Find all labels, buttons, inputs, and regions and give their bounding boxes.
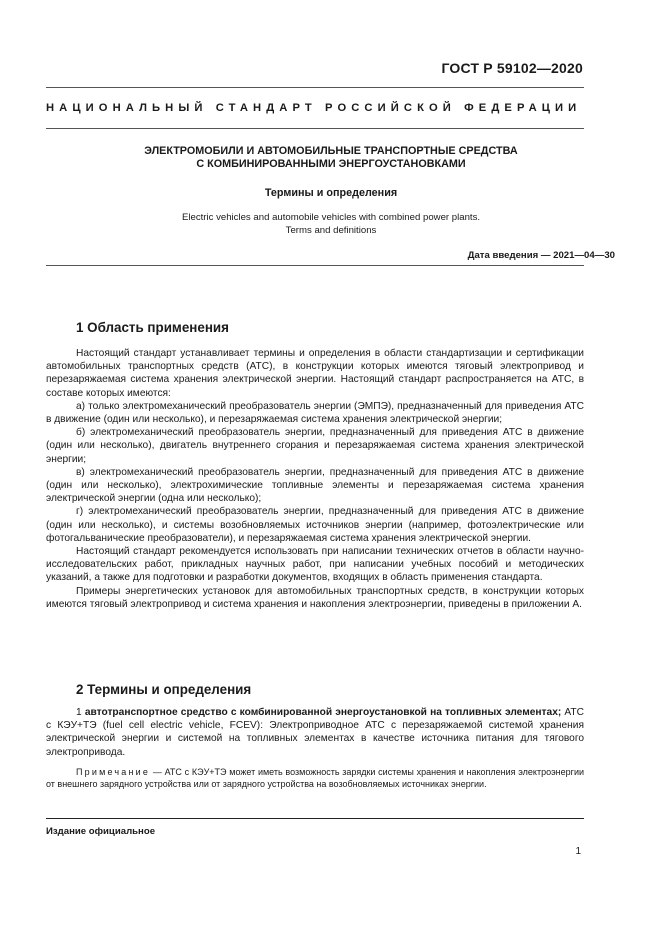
document-subtitle: Термины и определения [264, 187, 398, 199]
section-1-body [46, 347, 584, 611]
official-edition: Издание официальное [46, 826, 156, 837]
scope-paragraph-2: Настоящий стандарт рекомендуется использовать при написании технических отчетов в области научно-исследовательских работ, прикладных научных работ, при написании учебных пособий и методических указаний, а также для подготовки и разработки документов, входящих в область применения стандарта. [46, 546, 584, 584]
national-rule [46, 128, 584, 129]
note-label: Примечание [76, 767, 151, 777]
term-1-name: автотранспортное средство с комбинированной энергоустановкой на топливных элементах; [84, 707, 562, 718]
page-number: 1 [575, 846, 581, 857]
date-rule [46, 265, 584, 266]
scope-item-v: в) электромеханический преобразователь энергии, предназначенный для приведения АТС в движение (один или несколько), электрохимические топливные элементы и перезаряжаемая система хранения электрической энергии (одна или несколько); [46, 466, 584, 505]
title-line-2: С КОМБИНИРОВАННЫМИ ЭНЕРГОУСТАНОВКАМИ [196, 158, 466, 170]
scope-paragraph-1: Настоящий стандарт устанавливает термины и определения в области стандартизации и сертификации автомобильных транспортных средств (АТС), в конструкции которых имеются тяговый электропривод и перезаряжаемая система хранения электрической энергии. Настоящий стандарт распространяется на АТС, в составе которых имеются: [46, 348, 584, 399]
scope-item-g: г) электромеханический преобразователь энергии, предназначенный для приведения АТС в движение (один или несколько), и системы возобновляемых источников энергии (например, фотоэлектрические или фотогальванические преобразователи), и перезаряжаемая система хранения электрической энергии. [46, 506, 584, 544]
scope-item-b: б) электромеханический преобразователь энергии, предназначенный для приведения АТС в движение (один или несколько), двигатель внутреннего сгорания и перезаряжаемая система хранения электрической энергии; [46, 427, 584, 465]
english-title-line-1: Electric vehicles and automobile vehicles with combined power plants. [181, 212, 481, 223]
english-title-line-2: Terms and definitions [285, 224, 377, 236]
section-2-body [46, 706, 584, 759]
title-line-1: ЭЛЕКТРОМОБИЛИ И АВТОМОБИЛЬНЫЕ ТРАНСПОРТНЫЕ СРЕДСТВА [144, 145, 518, 157]
scope-paragraph-3: Примеры энергетических установок для автомобильных транспортных средств, в конструкции которых имеются тяговый электропривод и система хранения и накопления электроэнергии, приведены в приложении А. [46, 585, 584, 610]
footer-rule [46, 818, 584, 819]
scope-item-a: а) только электромеханический преобразователь энергии (ЭМПЭ), предназначенный для приведения АТС в движение (один или несколько), и перезаряжаемая система хранения электрической энергии; [46, 400, 584, 426]
national-standard-heading: НАЦИОНАЛЬНЫЙ СТАНДАРТ РОССИЙСКОЙ ФЕДЕРАЦИИ [46, 102, 582, 114]
term-1-number: 1 [76, 707, 85, 718]
date-introduced: Дата введения — 2021—04—30 [467, 250, 615, 261]
term-1-definition: АТС с КЭУ+ТЭ (fuel cell electric vehicle, FCEV): Электроприводное АТС с перезаряжаемой системой хранения электрической энергии и системой на топливных элементах в качестве источника питания для тягового электропривода. [46, 707, 585, 758]
english-title [46, 212, 616, 237]
term-1-note [46, 767, 584, 791]
document-title [46, 145, 616, 171]
standard-number: ГОСТ Р 59102—2020 [441, 60, 583, 76]
term-1 [46, 706, 584, 759]
section-2-heading: 2 Термины и определения [76, 682, 252, 697]
header-rule [46, 87, 584, 88]
section-1-heading: 1 Область применения [76, 320, 229, 335]
note-text: — АТС с КЭУ+ТЭ может иметь возможность зарядки системы хранения и накопления электроэнергии от внешнего зарядного устройства или от зарядного устройства на возобновляемых источниках энергии. [46, 767, 584, 789]
